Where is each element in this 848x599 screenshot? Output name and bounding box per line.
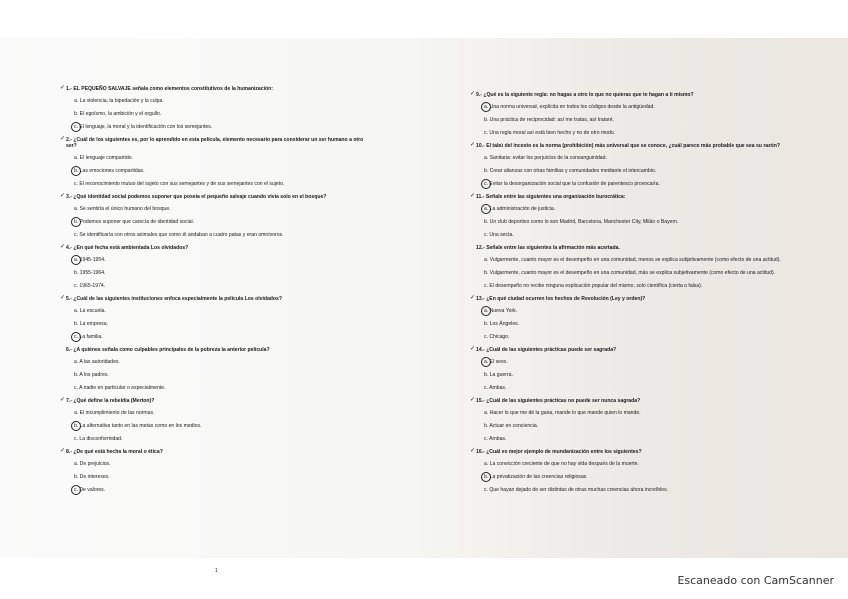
right-question-column — [470, 92, 800, 500]
answer-option: c. Una secta. — [484, 232, 514, 238]
question-text — [470, 92, 800, 98]
question-block — [60, 86, 370, 130]
answer-option: b. La empresa. — [74, 321, 108, 327]
question-label: 14.- ¿Cuál de las siguientes prácticas puede ser sagrada? — [476, 347, 617, 353]
question-block — [60, 398, 370, 442]
question-block — [60, 347, 370, 391]
answer-option: a. La convicción creciente de que no hay vida después de la muerte. — [484, 461, 639, 467]
answer-option-circled: a. Nueva York. — [484, 308, 800, 314]
question-block — [470, 296, 800, 340]
question-label: 15.- ¿Cuál de las siguientes prácticas no puede ser nunca sagrada? — [476, 398, 641, 404]
question-text — [60, 86, 370, 92]
question-block — [470, 347, 800, 391]
answer-option: a. El lenguaje compartido. — [74, 155, 133, 161]
answer-option-circled: c. De valores. — [74, 487, 370, 493]
question-label: 10.- El tabú del incesto es la norma (prohibición) más universal que se conoce, ¿cuál parece más probable que sea su razón? — [476, 143, 781, 149]
answer-option: b. Un club deportivo como lo son Madrid, Barcelona, Manchester City, Milán o Bayern. — [484, 219, 679, 225]
question-label: 5.- ¿Cuál de las siguientes instituciones enfoca especialmente la película Los olvidados? — [66, 296, 282, 302]
answer-option-circled: b. Las emociones compartidas. — [74, 168, 370, 174]
question-block — [60, 137, 370, 187]
answer-option: b. Vulgarmente, cuanto mayor es el desempeño en una comunidad, más se explica subjetivamente (como efecto de una actitud). — [484, 270, 776, 276]
answer-option: c. Ambas. — [484, 385, 507, 391]
answer-option: c. Chicago. — [484, 334, 510, 340]
answer-option: b. Una práctica de reciprocidad: así me tratas, así trataré. — [484, 117, 614, 123]
answer-option: a. Se sentiría el único humano del bosque. — [74, 206, 171, 212]
answer-option: c. El reconocimiento mutuo del sujeto con sus semejantes y de sus semejantes con el sujeto. — [74, 181, 285, 187]
question-label: 16.- ¿Cuál es mejor ejemplo de mundanización entre los siguientes? — [476, 449, 642, 455]
answer-option-circled: a. La administración de justicia. — [484, 206, 800, 212]
check-mark-icon: ✓ — [470, 295, 476, 301]
question-text — [470, 296, 800, 302]
check-mark-icon: ✓ — [470, 193, 476, 199]
question-label: 3.- ¿Qué identidad social podemos suponer que poseía el pequeño salvaje cuando vivía solo en el bosque? — [66, 194, 327, 200]
question-label: 9.- ¿Qué es la siguiente regla: no hagas a otro lo que no quieras que te hagan a ti mismo? — [476, 92, 694, 98]
answer-option: a. El incumplimiento de las normas. — [74, 410, 155, 416]
answer-option: c. Se identificaría con otros animales que como él andaban a cuatro patas y eran omnívoros. — [74, 232, 284, 238]
answer-option: c. El desempeño no recibe ninguna explicación popular del mismo, solo científica (cierta o falsa). — [484, 283, 703, 289]
question-label: 2.- ¿Cuál de los siguientes es, por lo aprendido en esta película, elemento necesario para considerar un ser humano a otro ser? — [66, 137, 364, 149]
check-mark-icon: ✓ — [470, 346, 476, 352]
answer-option-circled: a. Una norma universal, explícita en todos los códigos desde la antigüedad. — [484, 104, 800, 110]
answer-option: b. De intereses. — [74, 474, 110, 480]
check-mark-icon: ✓ — [60, 193, 66, 199]
answer-option: c. Ambas. — [484, 436, 507, 442]
check-mark-icon: ✓ — [60, 244, 66, 250]
question-text — [60, 449, 370, 455]
question-label: 7.- ¿Qué define la rebeldía (Merton)? — [66, 398, 155, 404]
question-block — [60, 245, 370, 289]
answer-option: a. A las autoridades. — [74, 359, 120, 365]
question-label: 8.- ¿De qué está hecha la moral o ética? — [66, 449, 163, 455]
scanned-sheet — [0, 38, 848, 574]
answer-option: b. El egoísmo, la ambición y el orgullo. — [74, 111, 162, 117]
answer-option: b. La guerra. — [484, 372, 513, 378]
question-block — [470, 398, 800, 442]
check-mark-icon: ✓ — [470, 142, 476, 148]
check-mark-icon: ✓ — [60, 448, 66, 454]
answer-option: a. Sanitaria: evitar los perjuicios de la consanguinidad. — [484, 155, 607, 161]
question-label: 12.- Señale entre las siguientes la afirmación más acertada. — [476, 245, 620, 251]
answer-option-circled: a. El sexo. — [484, 359, 800, 365]
question-text — [60, 194, 370, 200]
question-text — [470, 245, 800, 251]
question-block — [470, 92, 800, 136]
question-text — [60, 398, 370, 404]
question-label: 11.- Señale entre las siguientes una organización burocrática: — [476, 194, 626, 200]
question-text — [470, 143, 800, 149]
question-label: 6.- ¿A quiénes señala como culpables principales de la pobreza la anterior película? — [66, 347, 270, 353]
check-mark-icon: ✓ — [60, 136, 66, 142]
question-label: 13.- ¿En qué ciudad ocurren los hechos de Revolución (Ley y orden)? — [476, 296, 646, 302]
question-text — [60, 245, 370, 251]
answer-option: c. 1965-1974. — [74, 283, 106, 289]
answer-option: b. 1955-1964. — [74, 270, 106, 276]
camscanner-watermark: Escaneado con CamScanner — [677, 574, 834, 587]
question-label: 1.- EL PEQUEÑO SALVAJE señala como elementos constitutivos de la humanización: — [66, 86, 273, 92]
question-text — [60, 347, 370, 353]
question-block — [60, 296, 370, 340]
left-question-column — [60, 86, 370, 500]
answer-option-circled: b. La alternativa tanto en las metas como en los medios. — [74, 423, 370, 429]
page-number: 1 — [215, 568, 218, 574]
answer-option: b. Crear alianzas con otras familias y comunidades mediante el intercambio. — [484, 168, 657, 174]
answer-option: c. Una regla moral así está bien hecho y no de otro modo. — [484, 130, 616, 136]
question-block — [470, 245, 800, 289]
question-text — [470, 398, 800, 404]
question-text — [60, 296, 370, 302]
answer-option: a. Vulgarmente, cuanto mayor es el desempeño en una comunidad, menos se explica subjetivamente (como efecto de una actitud). — [484, 257, 781, 263]
answer-option: b. A los padres. — [74, 372, 109, 378]
answer-option: c. La disconformidad. — [74, 436, 123, 442]
check-mark-icon: ✓ — [60, 295, 66, 301]
answer-option-circled: c. El lenguaje, la moral y la identificación con los semejantes. — [74, 124, 370, 130]
check-mark-icon: ✓ — [470, 397, 476, 403]
answer-option: a. La violencia, la bipedación y la culpa. — [74, 98, 164, 104]
answer-option-circled: b. La privatización de las creencias religiosas. — [484, 474, 800, 480]
check-mark-icon: ✓ — [60, 397, 66, 403]
check-mark-icon: ✓ — [470, 448, 476, 454]
answer-option: b. Actuar en conciencia. — [484, 423, 539, 429]
check-mark-icon: ✓ — [60, 85, 66, 91]
answer-option-circled: a. 1945-1954. — [74, 257, 370, 263]
question-block — [470, 194, 800, 238]
check-mark-icon: ✓ — [470, 91, 476, 97]
question-label: 4.- ¿En qué fecha está ambientada Los olvidados? — [66, 245, 189, 251]
answer-option-circled: c. Evitar la desorganización social que la confusión de parentesco provocaría. — [484, 181, 800, 187]
question-text — [470, 194, 800, 200]
question-block — [470, 143, 800, 187]
answer-option: a. La escuela. — [74, 308, 106, 314]
answer-option: a. Hacer lo que me dé la gana, mande lo que mande quien lo mande. — [484, 410, 641, 416]
answer-option: c. Que hayan dejado de ser distintas de otras muchas creencias ahora increíbles. — [484, 487, 669, 493]
answer-option: c. A nadie en particular o especialmente. — [74, 385, 166, 391]
answer-option: b. Los Ángeles. — [484, 321, 520, 327]
question-block — [60, 449, 370, 493]
question-block — [470, 449, 800, 493]
question-text — [60, 137, 370, 149]
question-block — [60, 194, 370, 238]
answer-option: a. De prejuicios. — [74, 461, 111, 467]
question-text — [470, 449, 800, 455]
answer-option-circled: c. La familia. — [74, 334, 370, 340]
question-text — [470, 347, 800, 353]
answer-option-circled: b. Podemos suponer que carecía de identidad social. — [74, 219, 370, 225]
